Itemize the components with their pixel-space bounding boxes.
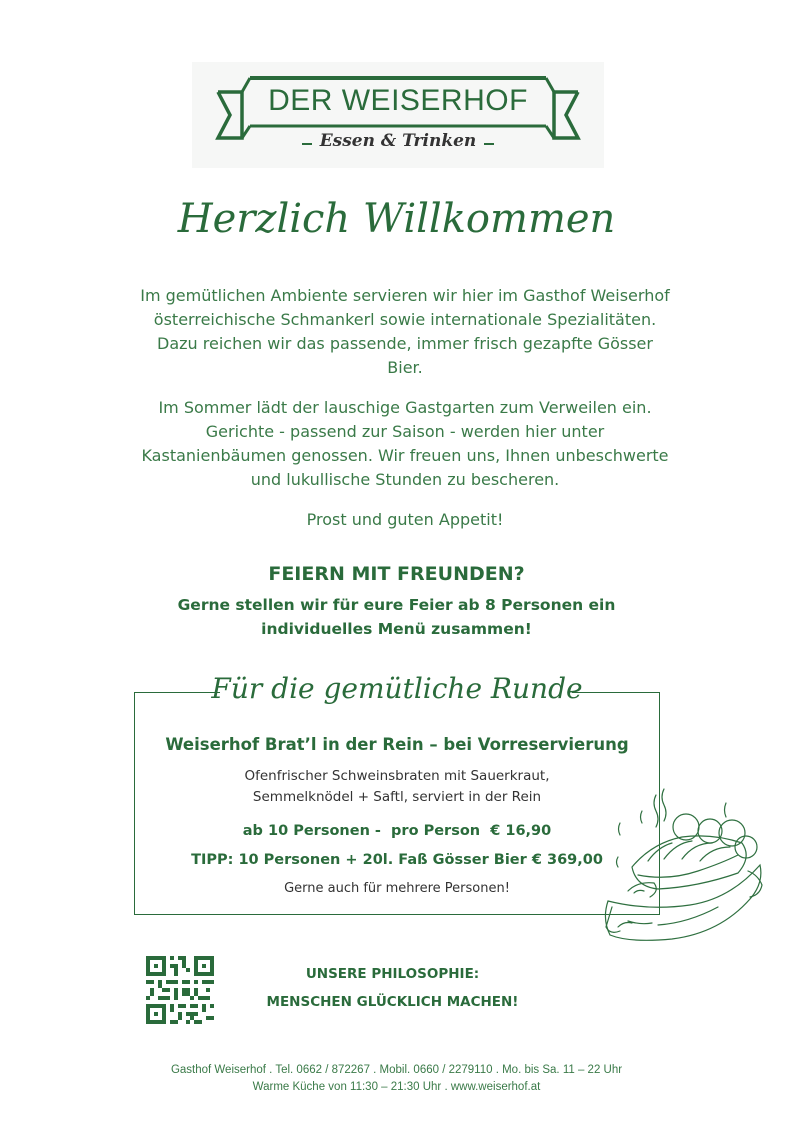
more-persons-note: Gerne auch für mehrere Personen! [284,881,510,896]
footer-contact: Gasthof Weiserhof . Tel. 0662 / 872267 . Mobil. 0660 / 2279110 . Mo. bis Sa. 11 – 22 Uhr [170,1064,623,1076]
qr-code-icon[interactable] [146,956,214,1024]
welcome-paragraph-2: Im Sommer lädt der lauschige Gastgarten zum Verweilen ein. Gerichte - passend zur Saison - werden hier unter Kastanienbäumen genossen. Wir freuen uns, Ihnen unbeschwerte und lukullische Stunden zu bescheren. [141,398,669,489]
price-line: ab 10 Personen - pro Person € 16,90 [242,823,552,839]
philosophy-heading: UNSERE PHILOSOPHIE: [305,966,480,982]
roast-pan-sketch-icon [598,775,768,955]
logo-title: DER WEISERHOF [268,84,528,117]
welcome-heading: Herzlich Willkommen [177,196,616,242]
dish-title: Weiserhof Brat’l in der Rein – bei Vorreservierung [165,735,629,754]
tipp-line: TIPP: 10 Personen + 20l. Faß Gösser Bier € 369,00 [191,852,603,868]
welcome-paragraph-3: Prost und guten Appetit! [306,510,504,529]
dish-description: Ofenfrischer Schweinsbraten mit Sauerkraut, Semmelknödel + Saftl, serviert in der Rein [244,768,550,805]
feiern-heading: FEIERN MIT FREUNDEN? [268,563,525,585]
feiern-text: Gerne stellen wir für eure Feier ab 8 Personen ein individuelles Menü zusammen! [177,596,616,638]
welcome-paragraph-1: Im gemütlichen Ambiente servieren wir hier im Gasthof Weiserhof österreichische Schmankerl sowie internationale Spezialitäten. Dazu reichen wir das passende, immer frisch gezapfte Gösser Bier. [140,286,670,377]
footer-hours: Warme Küche von 11:30 – 21:30 Uhr . www.weiserhof.at [252,1081,541,1093]
philosophy-slogan: MENSCHEN GLÜCKLICH MACHEN! [266,994,519,1010]
runde-heading: Für die gemütliche Runde [211,672,583,705]
logo-subtitle: Essen & Trinken [319,131,477,151]
frame-bottom-line [134,914,660,915]
logo [192,62,604,168]
